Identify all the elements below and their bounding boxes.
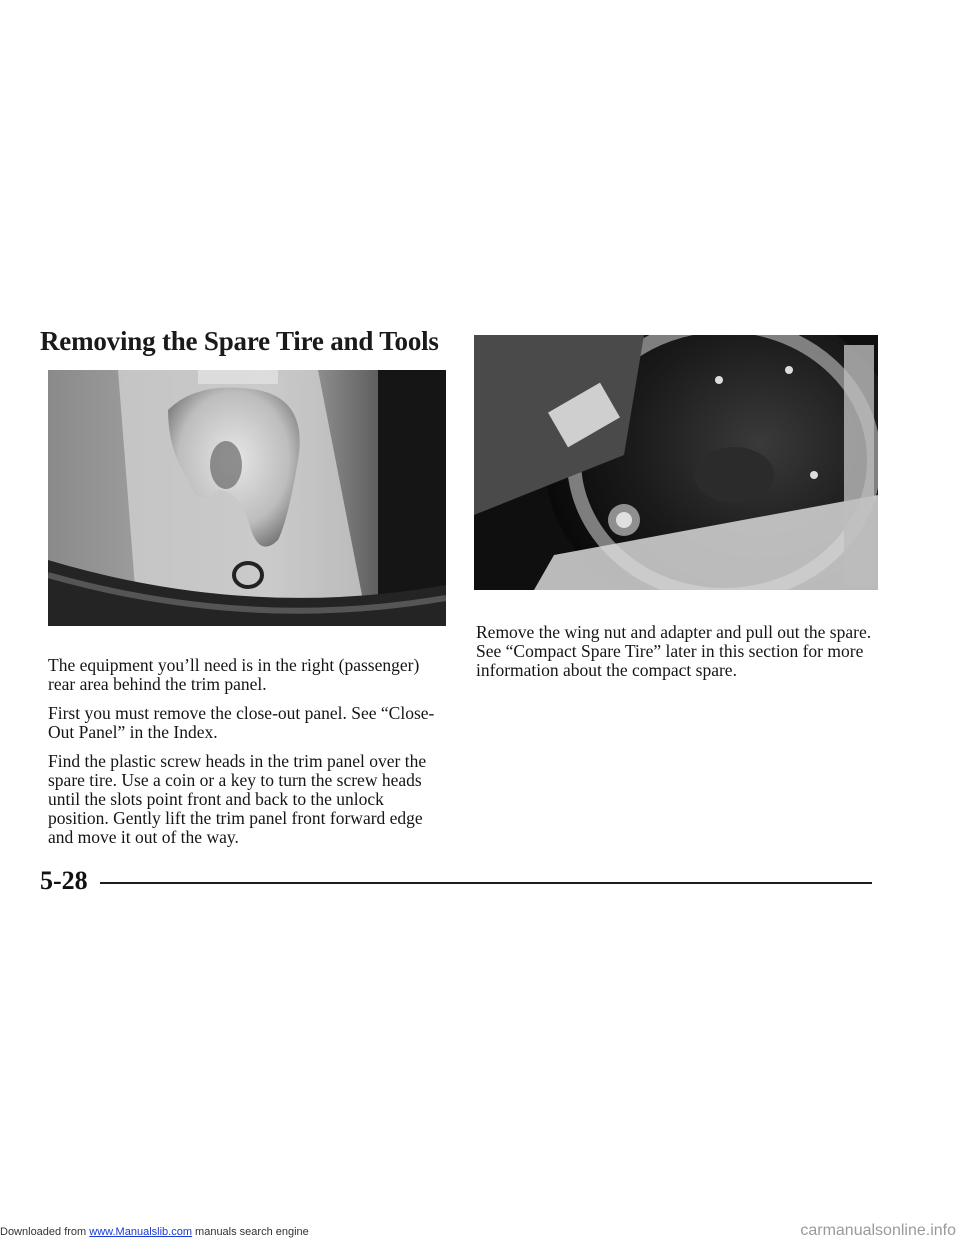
paragraph-wing-nut: Remove the wing nut and adapter and pull out the spare. See “Compact Spare Tire” later in this section for more information about the compact spare.: [476, 622, 872, 680]
section-heading: Removing the Spare Tire and Tools: [40, 326, 439, 356]
footer-suffix: manuals search engine: [191, 1226, 309, 1238]
right-text-column: [476, 623, 886, 690]
manualslib-link[interactable]: www.Manualslib.com: [89, 1226, 192, 1238]
footer-prefix: Downloaded from: [0, 1226, 90, 1238]
left-text-column: [48, 656, 448, 857]
paragraph-close-out-panel: First you must remove the close-out panel. See “Close-Out Panel” in the Index.: [48, 703, 435, 742]
trim-panel-photo: [48, 370, 446, 626]
page-number: 5-28: [40, 866, 88, 895]
watermark: carmanualsonline.info: [800, 1222, 956, 1239]
download-footer: [0, 1226, 309, 1238]
footer-rule: [100, 882, 872, 884]
paragraph-screw-heads: Find the plastic screw heads in the trim panel over the spare tire. Use a coin or a key to turn the screw heads until the slots point front and back to the unlock position. Gently lift the trim panel front forward edge and move it out of the way.: [48, 751, 427, 847]
paragraph-equipment: The equipment you’ll need is in the right (passenger) rear area behind the trim panel.: [48, 655, 420, 694]
spare-tire-photo: [474, 335, 878, 590]
